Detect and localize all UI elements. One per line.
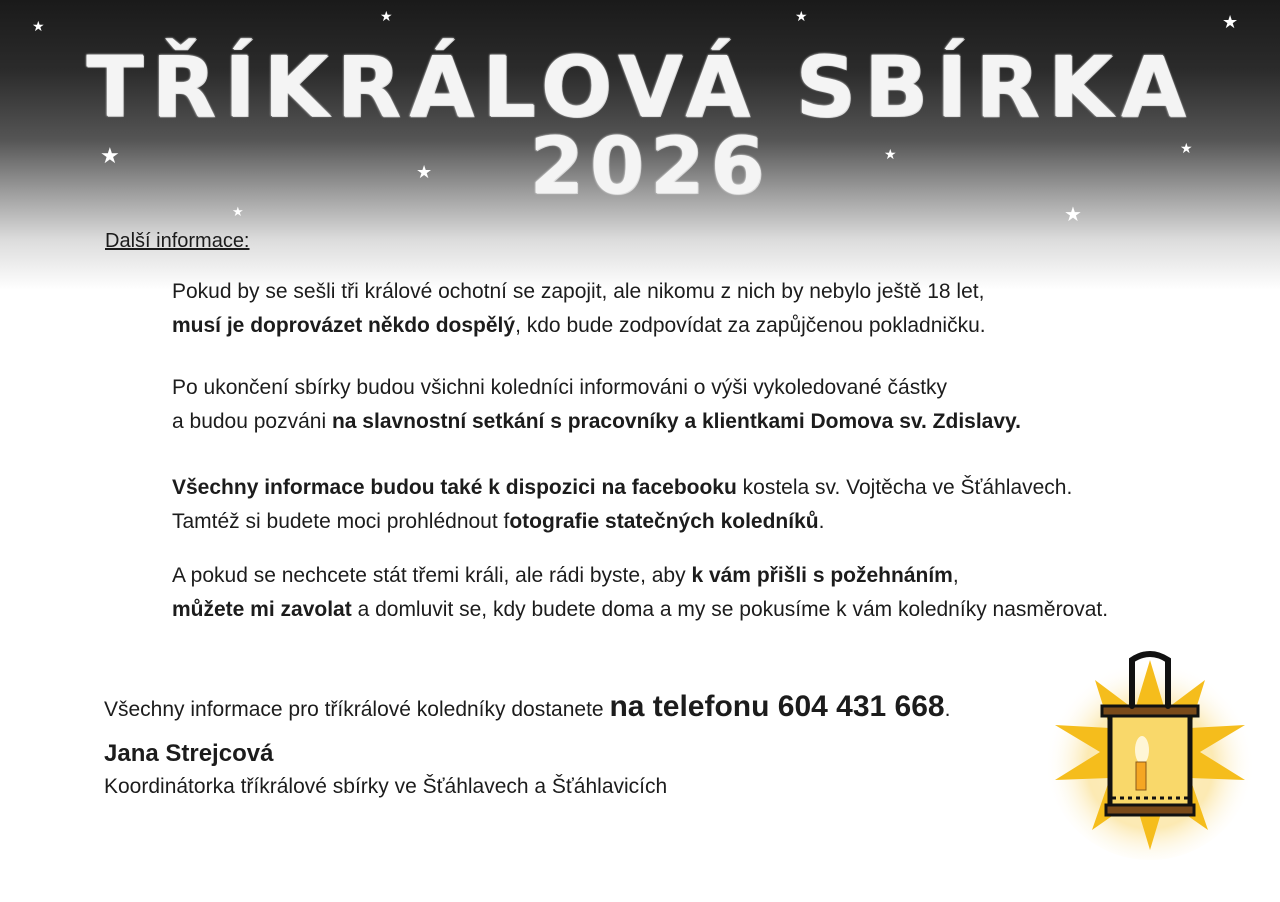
text-run: Po ukončení sbírky budou všichni koledníci informováni o výši vykoledované částky [172,376,948,399]
star-icon: ★ [380,9,393,25]
phone-number: na telefonu 604 431 668 [609,690,945,723]
text-run: kostela sv. Vojtěcha ve Šťáhlavech. [736,476,1073,499]
phone-intro: Všechny informace pro tříkrálové koledníky dostanete [104,698,610,721]
paragraph-line [172,275,1252,309]
paragraph [172,275,1252,343]
title-year: 2026 [529,122,771,212]
star-icon: ★ [884,147,897,163]
phone-end: . [944,698,951,721]
paragraph-line [172,471,1252,505]
bold-text: otografie statečných koledníků [509,510,819,533]
text-run: Tamtéž si budete moci prohlédnout f [172,510,510,533]
paragraph-line [172,309,1252,343]
star-icon: ★ [232,205,244,220]
bold-text: na slavnostní setkání s pracovníky a klientkami Domova sv. Zdislavy. [331,410,1021,433]
bold-text: k vám přišli s požehnáním [691,564,953,587]
text-run: a budou pozváni [172,410,332,433]
text-run: , kdo bude zodpovídat za zapůjčenou pokladničku. [515,314,986,337]
paragraph-line [172,505,1252,539]
page-title: TŘÍKRÁLOVÁ SBÍRKA [86,38,1194,136]
header-banner [0,0,1280,300]
paragraph [172,371,1252,439]
contact-role: Koordinátorka tříkrálové sbírky ve Šťáhlavech a Šťáhlavicích [104,775,668,798]
paragraph-line [172,405,1252,439]
bold-text: musí je doprovázet někdo dospělý [172,314,516,337]
text-run: . [818,510,825,533]
text-run: , [952,564,959,587]
bold-text: můžete mi zavolat [172,598,352,621]
star-icon: ★ [795,9,808,25]
star-icon: ★ [416,162,433,183]
bold-text: Všechny informace budou také k dispozici na facebooku [172,476,737,499]
text-run: A pokud se nechcete stát třemi králi, ale rádi byste, aby [172,564,692,587]
text-run: a domluvit se, kdy budete doma a my se pokusíme k vám koledníky nasměrovat. [351,598,1109,621]
star-icon: ★ [32,19,45,35]
paragraph [172,559,1252,627]
phone-info [104,690,950,724]
contact-name: Jana Strejcová [104,740,274,767]
paragraph [172,471,1252,539]
star-icon: ★ [1064,202,1082,226]
section-heading: Další informace: [105,230,250,252]
paragraph-line [172,593,1252,627]
paragraph-line [172,559,1252,593]
star-icon: ★ [1222,12,1239,33]
star-icon: ★ [100,144,120,169]
lantern-icon [1040,640,1260,860]
text-run: Pokud by se sešli tři králové ochotní se zapojit, ale nikomu z nich by nebylo ještě 18 let, [172,280,985,303]
paragraph-line [172,371,1252,405]
star-icon: ★ [1180,141,1193,157]
